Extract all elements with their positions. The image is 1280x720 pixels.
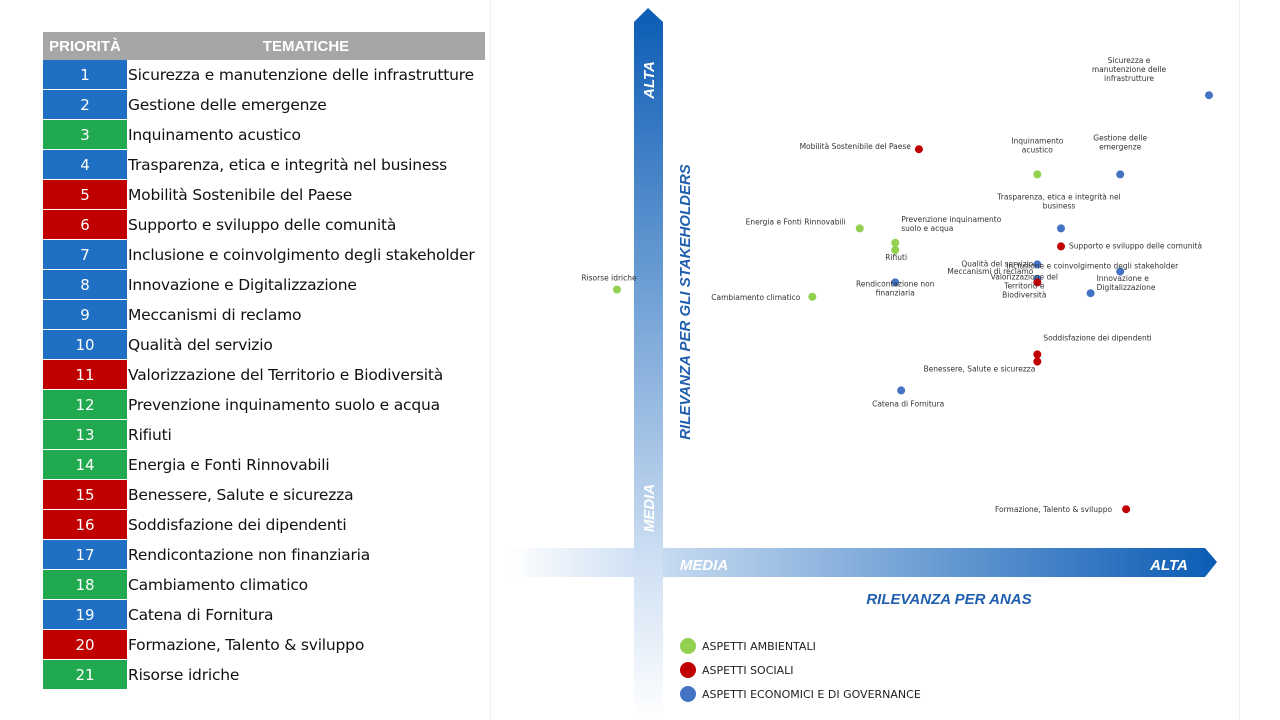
materiality-matrix-panel [490,0,1240,720]
data-point [613,286,621,294]
priority-number: 7 [43,240,127,270]
table-row [43,60,485,90]
data-point [856,224,864,232]
priority-number: 5 [43,180,127,210]
x-axis-label: RILEVANZA PER ANAS [866,591,1032,608]
table-row [43,480,485,510]
data-point [1205,91,1213,99]
point-label-line: Risorse idriche [581,273,637,283]
legend-label: ASPETTI SOCIALI [702,664,794,677]
legend-label: ASPETTI AMBIENTALI [702,640,816,653]
priority-number: 13 [43,420,127,450]
point-label [581,274,637,283]
point-label-line: Meccanismi di reclamo [947,266,1034,276]
point-label-line: manutenzione delle [1091,65,1167,75]
legend-swatch [680,638,696,654]
point-label-line: Mobilità Sostenibile del Paese [799,142,911,152]
priority-number: 20 [43,630,127,660]
data-point [1087,289,1095,297]
topic-name: Rendicontazione non finanziaria [127,540,485,570]
data-point [891,239,899,247]
table-row [43,300,485,330]
topic-name: Prevenzione inquinamento suolo e acqua [127,390,485,420]
priority-number: 15 [43,480,127,510]
point-label [800,142,912,151]
point-label-line: Rendicontazione non [855,279,935,289]
point-label [996,192,1120,210]
point-label [1092,56,1167,83]
y-axis-arrow [634,8,663,720]
data-point [1057,242,1065,250]
table-body [43,60,485,690]
table-row [43,150,485,180]
legend [680,638,921,702]
priority-number: 10 [43,330,127,360]
topic-name: Mobilità Sostenibile del Paese [127,180,485,210]
point-label-line: Cambiamento climatico [711,292,801,302]
point-label [1093,133,1147,151]
table-row [43,90,485,120]
point-label-line: infrastrutture [1103,74,1155,84]
data-point [808,293,816,301]
point-label [1097,274,1156,292]
point-label [923,365,1035,374]
data-point [1122,505,1130,513]
point-label-line: acustico [1021,145,1053,155]
point-label-line: Benessere, Salute e sicurezza [923,364,1036,374]
x-tick-alta: ALTA [1150,557,1188,574]
data-point [1033,170,1041,178]
y-axis-label: RILEVANZA PER GLI STAKEHOLDERS [677,164,694,440]
priority-number: 18 [43,570,127,600]
point-label-line: Energia e Fonti Rinnovabili [745,217,846,227]
topic-name: Qualità del servizio [127,330,485,360]
table-row [43,630,485,660]
table-row [43,240,485,270]
topic-name: Supporto e sviluppo delle comunità [127,210,485,240]
priority-number: 16 [43,510,127,540]
topic-name: Energia e Fonti Rinnovabili [127,450,485,480]
priority-table [43,32,485,690]
point-label-line: Inquinamento [1011,136,1064,146]
point-label [885,253,907,262]
point-label-line: Soddisfazione dei dipendenti [1043,333,1152,343]
point-label [1011,136,1064,154]
topic-name: Cambiamento climatico [127,570,485,600]
point-label-line: Sicurezza e [1107,56,1151,66]
priority-number: 4 [43,150,127,180]
table-row [43,180,485,210]
table-row [43,540,485,570]
data-point [897,386,905,394]
point-label [856,279,935,297]
point-label [872,399,944,408]
point-label-line: Valorizzazione del [990,272,1058,282]
materiality-matrix [491,0,1239,720]
point-label [991,272,1058,299]
topic-name: Catena di Fornitura [127,600,485,630]
header-priority: PRIORITÀ [43,32,127,60]
priority-number: 19 [43,600,127,630]
priority-number: 9 [43,300,127,330]
topic-name: Formazione, Talento & sviluppo [127,630,485,660]
priority-number: 12 [43,390,127,420]
data-point [1033,350,1041,358]
point-label-line: Biodiversità [1002,290,1047,300]
topic-name: Trasparenza, etica e integrità nel business [127,150,485,180]
data-point [1057,224,1065,232]
priority-number: 17 [43,540,127,570]
point-label-line: finanziaria [875,288,915,298]
point-label [1043,333,1151,342]
point-label [711,293,801,302]
priority-number: 6 [43,210,127,240]
topic-name: Meccanismi di reclamo [127,300,485,330]
table-header-row [43,32,485,60]
point-label [995,505,1113,514]
header-topics: TEMATICHE [127,32,485,60]
legend-swatch [680,662,696,678]
topic-name: Innovazione e Digitalizzazione [127,270,485,300]
point-label-line: Trasparenza, etica e integrità nel [997,192,1121,202]
point-label-line: business [1042,201,1076,211]
point-label-line: Gestione delle [1093,133,1148,143]
table-row [43,120,485,150]
point-label-line: Qualità del servizio [961,259,1034,269]
point-label-line: Territorio e [1004,281,1045,291]
x-tick-media: MEDIA [679,557,729,574]
point-label-line: emergenze [1099,142,1142,152]
point-label [746,217,846,226]
point-label-line: Prevenzione inquinamento [901,214,1002,224]
topic-name: Rifiuti [127,420,485,450]
point-label-line: suolo e acqua [901,223,954,233]
table-row [43,570,485,600]
point-label-line: Inclusione e coinvolgimento degli stakeholder [1006,261,1179,271]
point-label [1069,241,1202,250]
topic-name: Inquinamento acustico [127,120,485,150]
priority-number: 14 [43,450,127,480]
table-row [43,420,485,450]
topic-name: Valorizzazione del Territorio e Biodiversità [127,360,485,390]
topic-name: Sicurezza e manutenzione delle infrastrutture [127,60,485,90]
priority-number: 3 [43,120,127,150]
priority-number: 1 [43,60,127,90]
point-label-line: Digitalizzazione [1096,283,1156,293]
table-row [43,510,485,540]
topic-name: Gestione delle emergenze [127,90,485,120]
topic-name: Inclusione e coinvolgimento degli stakeholder [127,240,485,270]
table-row [43,270,485,300]
table-row [43,660,485,690]
priority-number: 2 [43,90,127,120]
point-label-line: Innovazione e [1096,274,1149,284]
point-label-line: Supporto e sviluppo delle comunità [1069,241,1203,251]
legend-swatch [680,686,696,702]
y-tick-alta: ALTA [641,61,658,99]
legend-label: ASPETTI ECONOMICI E DI GOVERNANCE [702,688,921,701]
priority-number: 11 [43,360,127,390]
y-tick-media: MEDIA [641,483,658,533]
data-point [1116,170,1124,178]
point-label [901,215,1001,233]
x-axis-arrow [509,548,1217,577]
topic-name: Risorse idriche [127,660,485,690]
priority-number: 21 [43,660,127,690]
topic-name: Benessere, Salute e sicurezza [127,480,485,510]
priority-number: 8 [43,270,127,300]
table-row [43,450,485,480]
table-row [43,390,485,420]
table-row [43,360,485,390]
table-row [43,210,485,240]
table-row [43,330,485,360]
topic-name: Soddisfazione dei dipendenti [127,510,485,540]
data-point [915,145,923,153]
point-label-line: Rifiuti [885,253,908,262]
point-label-line: Formazione, Talento & sviluppo [994,505,1113,515]
table-row [43,600,485,630]
point-label-line: Catena di Fornitura [872,399,945,409]
